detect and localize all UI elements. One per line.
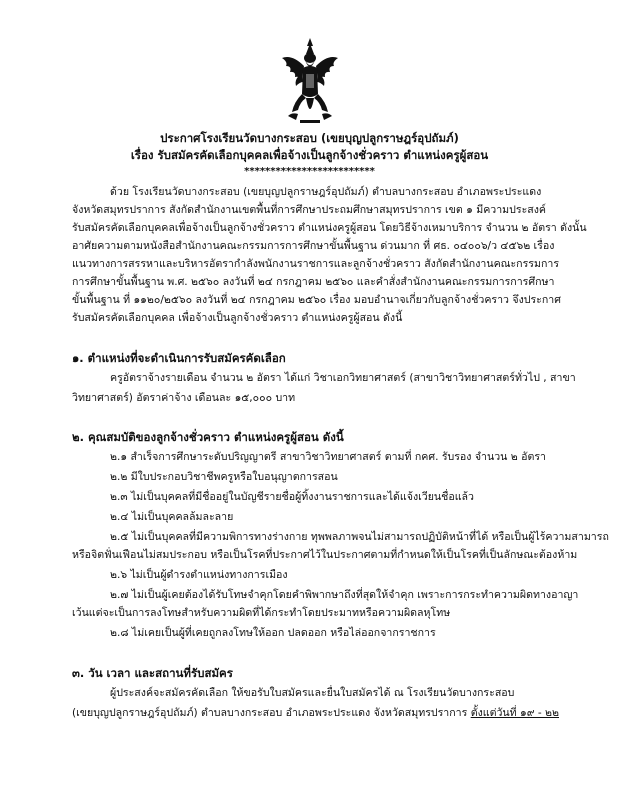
qualification-item: ๒.๗ ไม่เป็นผู้เคยต้องได้รับโทษจำคุกโดยคำพิพากษาถึงที่สุดให้จำคุก เพราะการกระทำความผิดทางอาญา <box>110 589 579 601</box>
intro-line: ด้วย โรงเรียนวัดบางกระสอบ (เขยบุญปลูกราษฎร์อุปถัมภ์) ตำบลบางกระสอบ อำเภอพระประแดง <box>110 186 542 198</box>
section-3-heading: ๓. วัน เวลา และสถานที่รับสมัคร <box>72 666 233 680</box>
qualification-item: ๒.๕ ไม่เป็นบุคคลที่มีความพิการทางร่างกาย ทุพพลภาพจนไม่สามารถปฏิบัติหน้าที่ได้ หรือเป็นผู้ไร้ความสามารถ <box>110 531 609 543</box>
section-3-line <box>72 704 559 722</box>
qualification-item-continued: หรือจิตฟั่นเฟือนไม่สมประกอบ หรือเป็นโรคที่ประกาศไว้ในประกาศตามที่กำหนดให้เป็นโรคที่เป็นลักษณะต้องห้าม <box>72 549 578 561</box>
section-3-line-text: (เขยบุญปลูกราษฎร์อุปถัมภ์) ตำบลบางกระสอบ อำเภอพระประแดง จังหวัดสมุทรปราการ <box>72 707 471 719</box>
section-1-heading: ๑. ตำแหน่งที่จะดำเนินการรับสมัครคัดเลือก <box>72 351 286 365</box>
qualification-item: ๒.๘ ไม่เคยเป็นผู้ที่เคยถูกลงโทษให้ออก ปลดออก หรือไล่ออกจากราชการ <box>110 627 436 639</box>
separator-stars: ************************* <box>244 166 375 177</box>
section-1-line: วิทยาศาสตร์) อัตราค่าจ้าง เดือนละ ๑๕,๐๐๐ บาท <box>72 392 296 404</box>
announcement-title: ประกาศโรงเรียนวัดบางกระสอบ (เขยบุญปลูกราษฎร์อุปถัมภ์) <box>160 131 459 145</box>
qualification-item: ๒.๒ มีใบประกอบวิชาชีพครูหรือใบอนุญาตการสอน <box>110 471 338 483</box>
garuda-emblem-icon <box>278 36 342 128</box>
intro-line: รับสมัครคัดเลือกบุคคล เพื่อจ้างเป็นลูกจ้างชั่วคราว ตำแหน่งครูผู้สอน ดังนี้ <box>72 312 403 324</box>
application-date-range: ตั้งแต่วันที่ ๑๙ - ๒๒ <box>470 707 559 719</box>
intro-line: จังหวัดสมุทรปราการ สังกัดสำนักงานเขตพื้นที่การศึกษาประถมศึกษาสมุทรปราการ เขต ๑ มีความประสงค์ <box>72 204 546 216</box>
section-3-line: ผู้ประสงค์จะสมัครคัดเลือก ให้ขอรับใบสมัครและยื่นใบสมัครได้ ณ โรงเรียนวัดบางกระสอบ <box>110 687 515 699</box>
qualification-item: ๒.๔ ไม่เป็นบุคคลล้มละลาย <box>110 511 234 523</box>
qualification-item: ๒.๖ ไม่เป็นผู้ดำรงตำแหน่งทางการเมือง <box>110 569 288 581</box>
section-2-heading: ๒. คุณสมบัติของลูกจ้างชั่วคราว ตำแหน่งครูผู้สอน ดังนี้ <box>72 430 344 444</box>
intro-line: การศึกษาขั้นพื้นฐาน พ.ศ. ๒๕๖๐ ลงวันที่ ๒๔ กรกฎาคม ๒๕๖๐ และคำสั่งสำนักงานคณะกรรมการการศึกษา <box>72 276 555 288</box>
intro-line: อาศัยความตามหนังสือสำนักงานคณะกรรมการการศึกษาขั้นพื้นฐาน ด่วนมาก ที่ ศธ. ๐๔๐๐๖/ว ๔๕๖๒ เรื่อง <box>72 240 555 252</box>
section-1-line: ครูอัตราจ้างรายเดือน จำนวน ๒ อัตรา ได้แก่ วิชาเอกวิทยาศาสตร์ (สาขาวิชาวิทยาศาสตร์ทั่วไป , สาขา <box>110 372 576 384</box>
announcement-subject: เรื่อง รับสมัครคัดเลือกบุคคลเพื่อจ้างเป็นลูกจ้างชั่วคราว ตำแหน่งครูผู้สอน <box>130 148 489 162</box>
intro-line: แนวทางการสรรหาและบริหารอัตรากำลังพนักงานราชการและลูกจ้างชั่วคราว สังกัดสำนักงานคณะกรรมการ <box>72 258 560 270</box>
intro-line: ขั้นพื้นฐาน ที่ ๑๑๒๐/๒๕๖๐ ลงวันที่ ๒๔ กรกฎาคม ๒๕๖๐ เรื่อง มอบอำนาจเกี่ยวกับลูกจ้างชั่วคราว จึงประกาศ <box>72 294 561 306</box>
qualification-item: ๒.๑ สำเร็จการศึกษาระดับปริญญาตรี สาขาวิชาวิทยาศาสตร์ ตามที่ กคศ. รับรอง จำนวน ๒ อัตรา <box>110 451 547 463</box>
qualification-item: ๒.๓ ไม่เป็นบุคคลที่มีชื่ออยู่ในบัญชีรายชื่อผู้ทิ้งงานราชการและได้แจ้งเวียนชื่อแล้ว <box>110 491 474 503</box>
intro-line: รับสมัครคัดเลือกบุคคลเพื่อจ้างเป็นลูกจ้างชั่วคราว ตำแหน่งครูผู้สอน โดยวิธีจ้างเหมาบริการ จำนวน ๒ อัตรา ดังนั้น <box>72 222 587 234</box>
qualification-item-continued: เว้นแต่จะเป็นการลงโทษสำหรับความผิดที่ได้กระทำโดยประมาทหรือความผิดลหุโทษ <box>72 607 451 619</box>
